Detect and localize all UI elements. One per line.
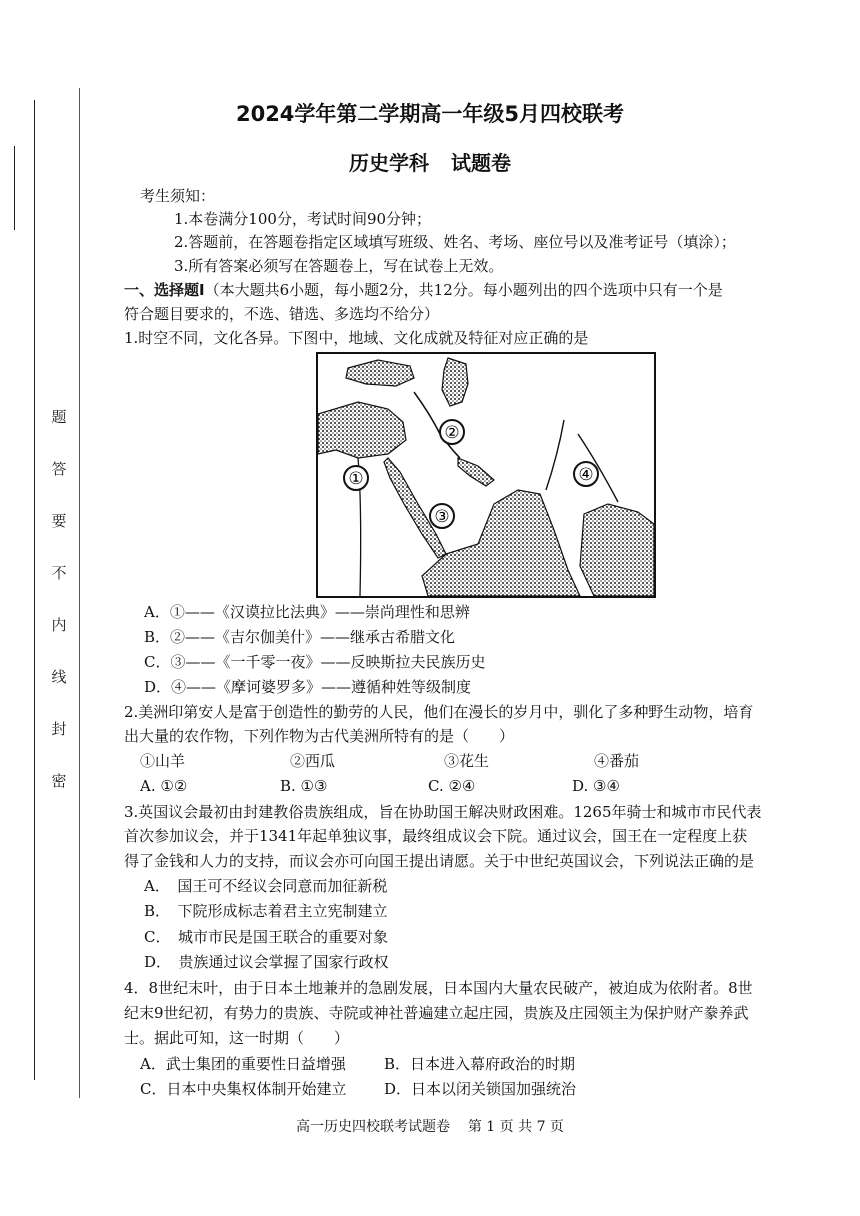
page-title: 2024学年第二学期高一年级5月四校联考: [235, 102, 625, 126]
question-4-option-b: B．日本进入幕府政治的时期: [384, 1055, 576, 1073]
black-sea: [346, 360, 414, 386]
question-3-option-b: B． 下院形成标志着君主立宪制建立: [144, 902, 388, 920]
paper-type-label: 试题卷: [451, 151, 511, 175]
indus-river: [546, 420, 564, 490]
map-figure: [316, 352, 656, 598]
question-4-option-d: D．日本以闭关锁国加强统治: [384, 1080, 577, 1098]
question-1-option-c: C．③——《一千零一夜》——反映斯拉夫民族历史: [144, 653, 486, 671]
notice-item: 1.本卷满分100分，考试时间90分钟；: [174, 210, 432, 228]
question-2-item: ③花生: [444, 752, 490, 770]
section-desc: （本大题共6小题，每小题2分，共12分。每小题列出的四个选项中只有一个是: [204, 281, 723, 299]
mediterranean-sea: [318, 402, 406, 458]
question-2-stem: 2.美洲印第安人是富于创造性的勤劳的人民，他们在漫长的岁月中，驯化了多种野生动物，培育: [124, 703, 754, 721]
map-marker-3: [430, 504, 454, 528]
page-footer: [0, 1116, 860, 1136]
question-2-option-d: D. ③④: [572, 777, 620, 795]
map-marker-2: [440, 420, 464, 444]
question-1-option-b: B．②——《吉尔伽美什》——继承古希腊文化: [144, 628, 456, 646]
map-marker-4: [574, 462, 598, 486]
caspian-sea: [442, 358, 468, 406]
question-4-option-c: C．日本中央集权体制开始建立: [140, 1080, 347, 1098]
question-1-stem: 1.时空不同，文化各异。下图中，地域、文化成就及特征对应正确的是: [124, 329, 589, 347]
question-3-option-d: D． 贵族通过议会掌握了国家行政权: [144, 953, 389, 971]
page-subtitle: [0, 147, 860, 176]
binding-margin-text: [48, 410, 70, 826]
question-2-option-a: A. ①②: [140, 777, 188, 795]
section-desc-cont: 符合题目要求的，不选、错选、多选均不给分）: [124, 305, 440, 323]
svg-text:④: ④: [578, 465, 594, 485]
notice-item: 3.所有答案必须写在答题卷上，写在试卷上无效。: [174, 257, 504, 275]
question-4-option-a: A．武士集团的重要性日益增强: [140, 1055, 346, 1073]
footer-paper-name: 高一历史四校联考试题卷: [296, 1119, 451, 1135]
question-3-stem: 3.英国议会最初由封建教俗贵族组成，旨在协助国王解决财政困难。1265年骑士和城市市民代表: [124, 803, 762, 821]
binding-char: 线: [51, 668, 67, 686]
bay-of-bengal: [580, 504, 654, 596]
section-title: 一、选择题Ⅰ: [124, 281, 205, 299]
svg-text:①: ①: [348, 469, 364, 489]
binding-char: 内: [51, 616, 67, 634]
binding-rule-left: [34, 100, 35, 1080]
question-4-stem: 4．8世纪末叶，由于日本土地兼并的急剧发展，日本国内大量农民破产，被迫成为依附者。8世: [124, 979, 753, 997]
question-3-option-c: C． 城市市民是国王联合的重要对象: [144, 928, 388, 946]
svg-text:②: ②: [444, 423, 460, 443]
subject-label: 历史学科: [349, 151, 429, 175]
map-svg: [318, 354, 654, 596]
binding-char: 题: [51, 408, 67, 426]
question-1-option-d: D．④——《摩诃婆罗多》——遵循种姓等级制度: [144, 678, 472, 696]
binding-char: 要: [51, 512, 67, 530]
question-1-option-a: A．①——《汉谟拉比法典》——崇尚理性和思辨: [144, 603, 470, 621]
notice-heading: 考生须知：: [140, 187, 216, 205]
question-3-stem-cont: 得了金钱和人力的支持，而议会亦可向国王提出请愿。关于中世纪英国议会，下列说法正确的是: [124, 852, 755, 870]
binding-char: 密: [51, 772, 67, 790]
persian-gulf: [458, 458, 494, 486]
footer-page-info: 第 1 页 共 7 页: [467, 1119, 564, 1135]
binding-char: 答: [51, 460, 67, 478]
question-2-item: ②西瓜: [290, 752, 336, 770]
binding-char: 封: [51, 720, 67, 738]
svg-text:③: ③: [434, 507, 450, 527]
question-2-option-c: C. ②④: [428, 777, 476, 795]
question-3-stem-cont: 首次参加议会，并于1341年起单独议事，最终组成议会下院。通过议会，国王在一定程度上获: [124, 827, 748, 845]
binding-rule-right: [79, 88, 80, 1098]
question-3-option-a: A． 国王可不经议会同意而加征新税: [144, 877, 388, 895]
question-4-stem-cont: 纪末9世纪初，有势力的贵族、寺院或神社普遍建立起庄园，贵族及庄园领主为保护财产豢养武: [124, 1004, 749, 1022]
question-4-stem-cont: 士。据此可知，这一时期（ ）: [124, 1029, 350, 1047]
section-header: [124, 280, 723, 300]
binding-char: 不: [51, 564, 67, 582]
notice-item: 2.答题前，在答题卷指定区域填写班级、姓名、考场、座位号以及准考证号（填涂）；: [174, 233, 736, 251]
map-marker-1: [344, 466, 368, 490]
question-2-stem-cont: 出大量的农作物，下列作物为古代美洲所特有的是（ ）: [124, 727, 515, 745]
question-2-item: ④番茄: [594, 752, 640, 770]
question-2-item: ①山羊: [140, 752, 186, 770]
question-2-option-b: B. ①③: [280, 777, 328, 795]
